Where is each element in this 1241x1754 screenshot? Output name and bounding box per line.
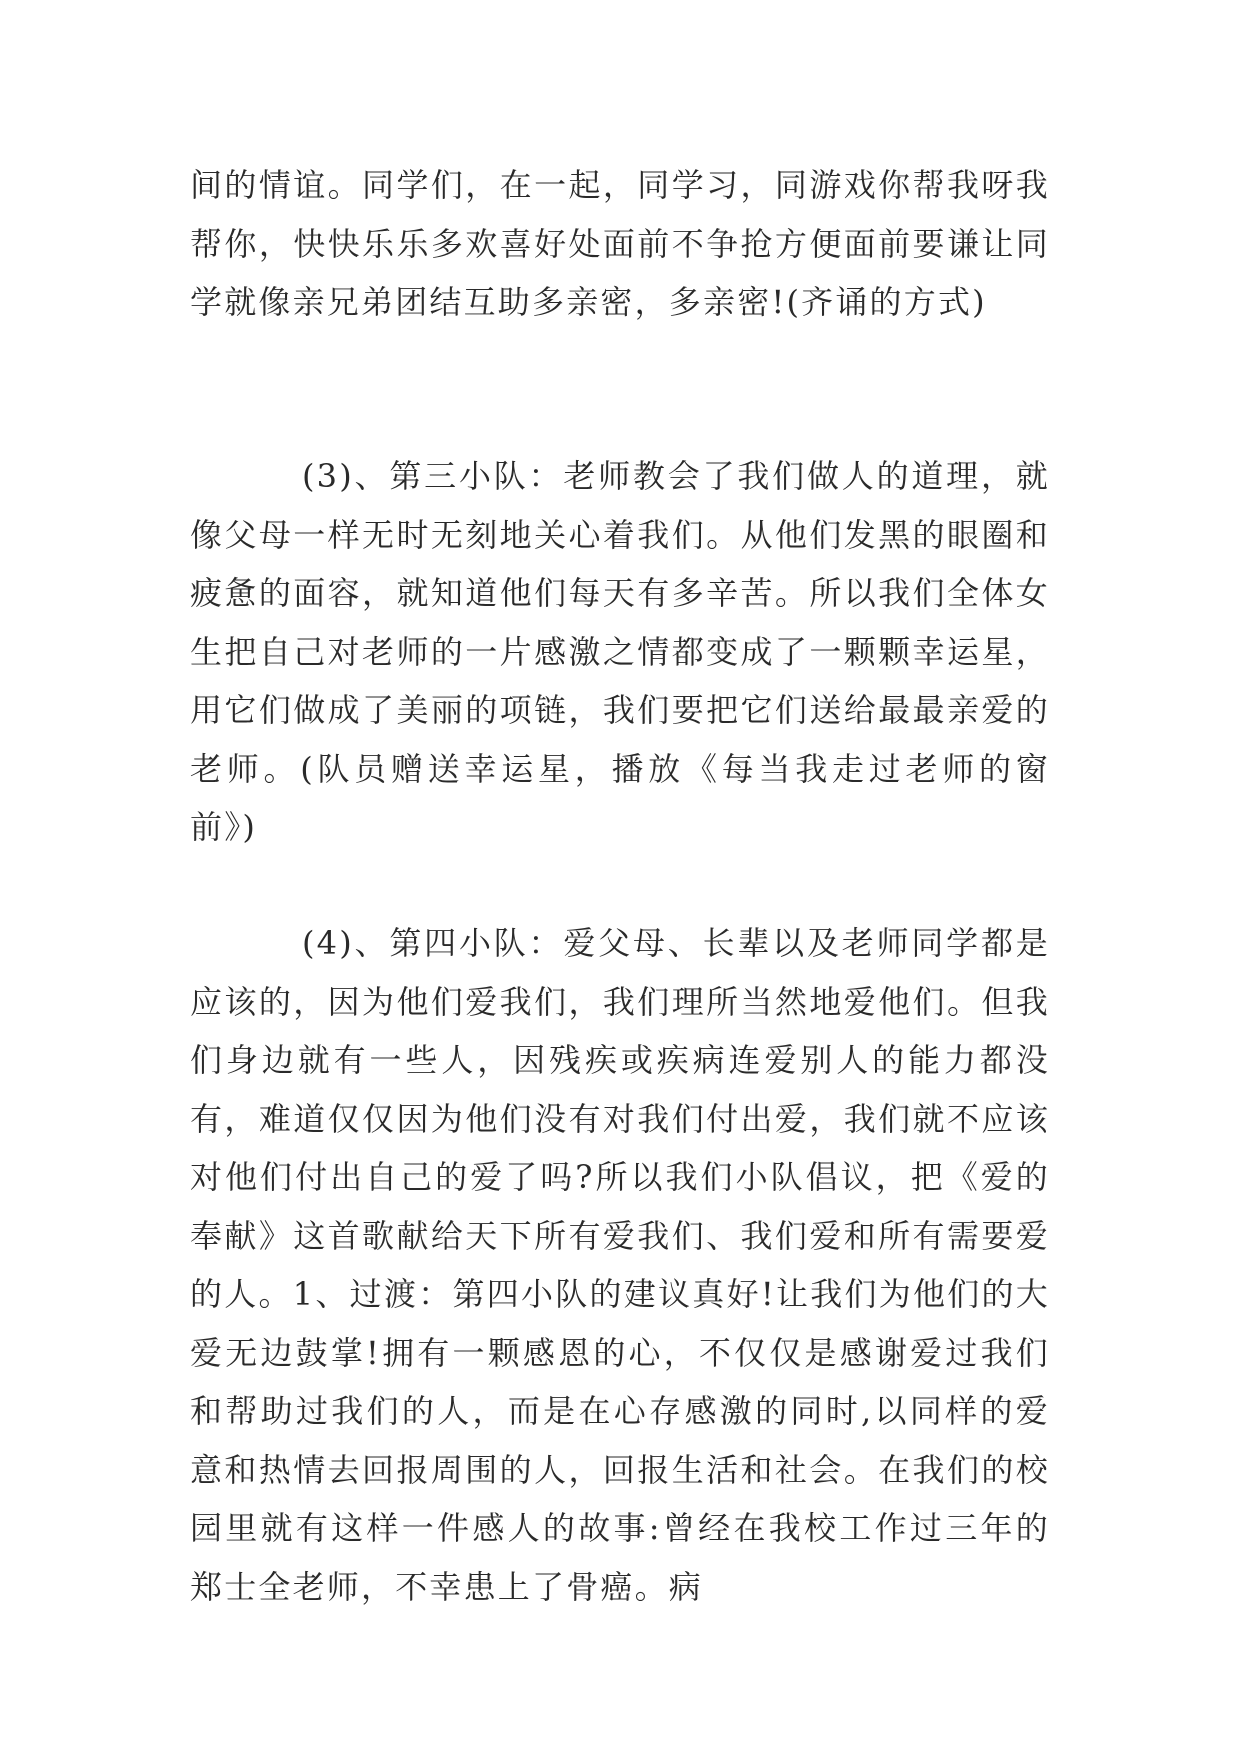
- paragraph-continuation: 间的情谊。同学们，在一起，同学习，同游戏你帮我呀我帮你，快快乐乐多欢喜好处面前不争抢方便面前要谦让同学就像亲兄弟团结互助多亲密，多亲密!(齐诵的方式): [190, 166, 1050, 321]
- paragraph-team-four: (4)、第四小队：爱父母、长辈以及老师同学都是应该的，因为他们爱我们，我们理所当然地爱他们。但我们身边就有一些人，因残疾或疾病连爱别人的能力都没有，难道仅仅因为他们没有对我们付出爱，我们就不应该对他们付出自己的爱了吗?所以我们小队倡议，把《爱的奉献》这首歌献给天下所有爱我们、我们爱和所有需要爱的人。1、过渡：第四小队的建议真好!让我们为他们的大爱无边鼓掌!拥有一颗感恩的心，不仅仅是感谢爱过我们和帮助过我们的人，而是在心存感激的同时,以同样的爱意和热情去回报周围的人，回报生活和社会。在我们的校园里就有这样一件感人的故事:曾经在我校工作过三年的郑士全老师，不幸患上了骨癌。病: [190, 924, 1050, 1606]
- paragraph-team-three: (3)、第三小队：老师教会了我们做人的道理，就像父母一样无时无刻地关心着我们。从他们发黑的眼圈和疲惫的面容，就知道他们每天有多辛苦。所以我们全体女生把自己对老师的一片感激之情都变成了一颗颗幸运星，用它们做成了美丽的项链，我们要把它们送给最最亲爱的老师。(队员赠送幸运星，播放《每当我走过老师的窗前》): [190, 457, 1050, 846]
